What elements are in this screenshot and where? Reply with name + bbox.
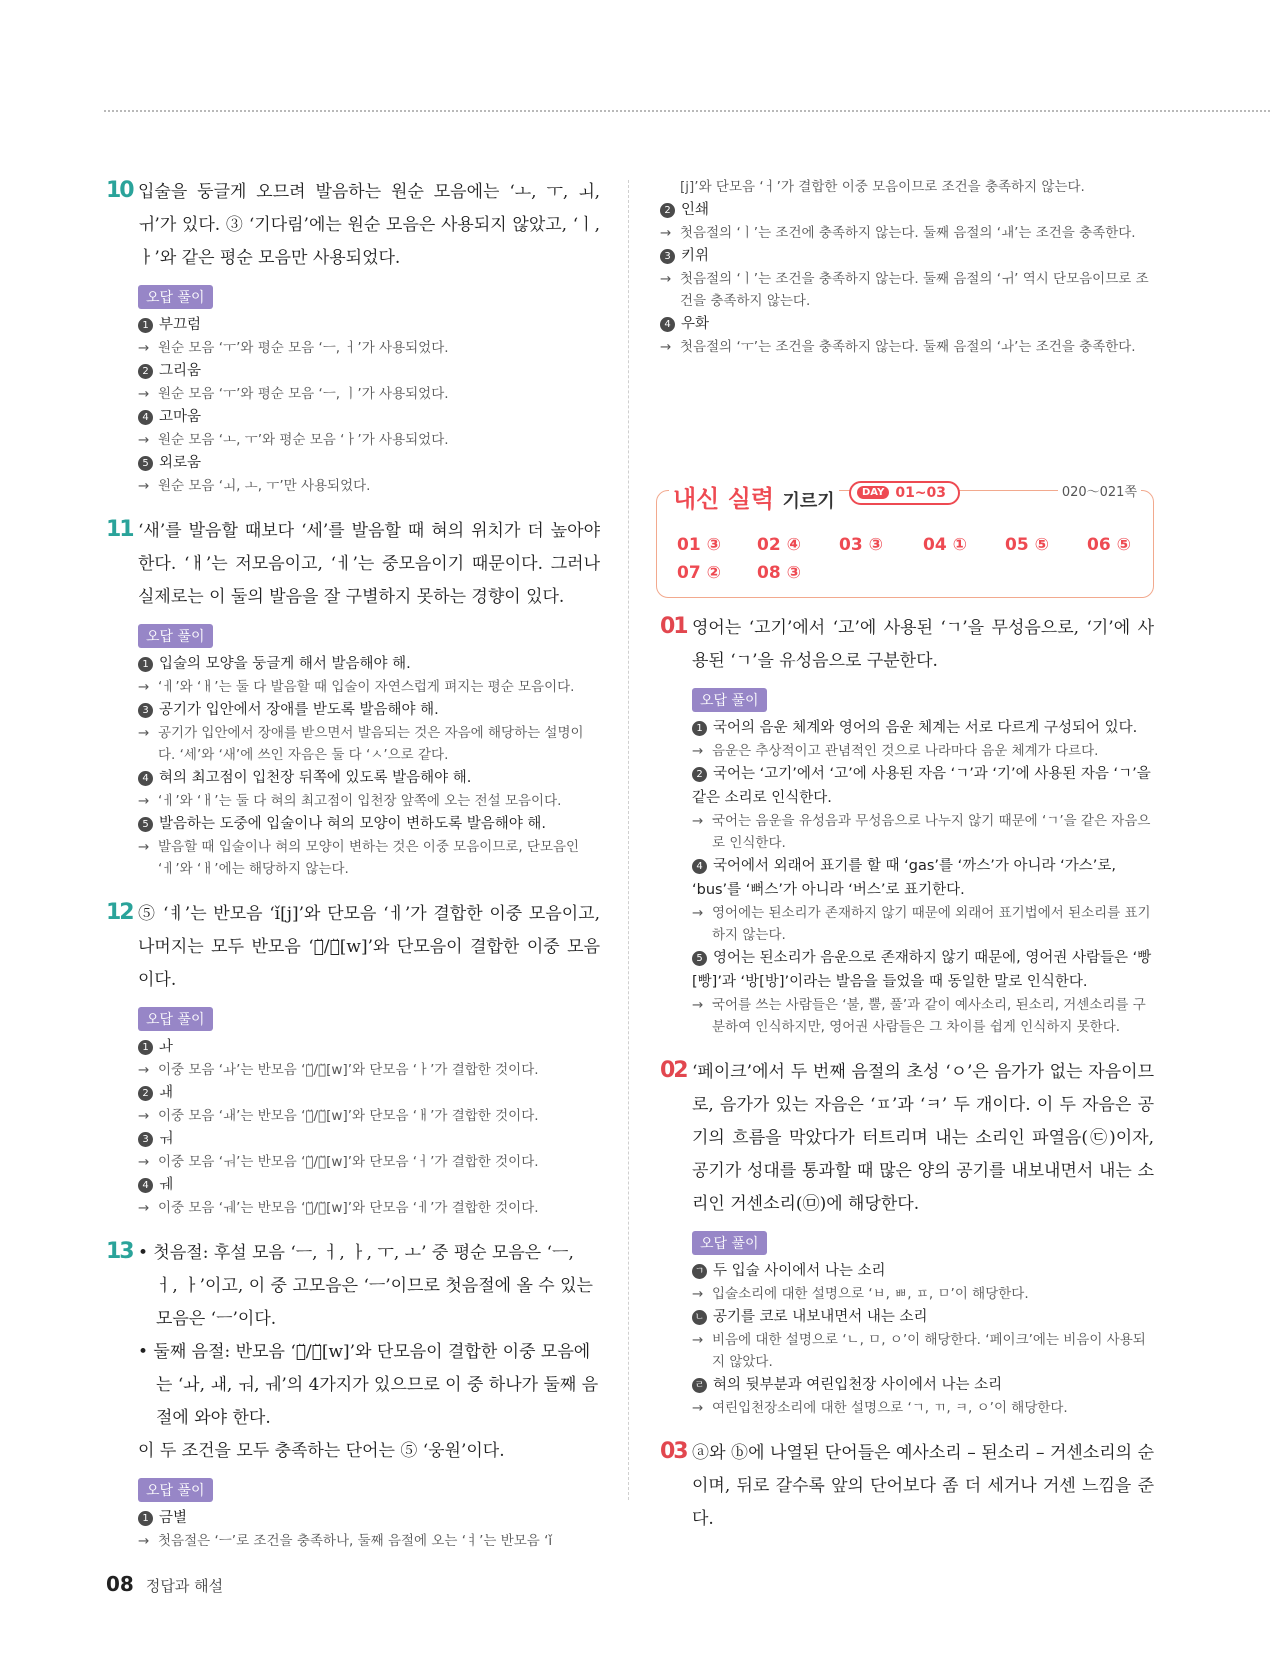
arrow-icon: → — [660, 271, 672, 287]
option-item — [692, 762, 1154, 810]
arrow-icon: → — [138, 1062, 150, 1078]
option-text: 입술의 모양을 둥글게 해서 발음해야 해. — [159, 656, 411, 672]
arrow-icon: → — [692, 1400, 704, 1416]
option-item — [692, 946, 1154, 994]
question-10 — [106, 176, 600, 497]
option-number: 1 — [138, 1040, 153, 1055]
option-number: 5 — [138, 456, 153, 471]
wrong-answer-badge: 오답 풀이 — [138, 624, 213, 648]
option-text: 영어는 된소리가 음운으로 존재하지 않기 때문에, 영어권 사람들은 ‘빵[빵]’과 ‘방[방]’이라는 발음을 들었을 때 동일한 말로 인식한다. — [692, 950, 1152, 990]
option-explanation — [692, 1329, 1154, 1373]
option-item — [138, 812, 600, 836]
option-number: 5 — [692, 951, 707, 966]
option-text: 국어에서 외래어 표기를 할 때 ‘gas’를 ‘까스’가 아니라 ‘가스’로, ‘bus’를 ‘뻐스’가 아니라 ‘버스’로 표기한다. — [692, 858, 1116, 898]
arrow-icon: → — [692, 905, 704, 921]
wrong-answer-badge: 오답 풀이 — [692, 1231, 767, 1255]
explanation-text: 발음할 때 입술이나 혀의 모양이 변하는 것은 이중 모음이므로, 단모음인 ‘ㅔ’와 ‘ㅐ’에는 해당하지 않는다. — [158, 839, 580, 877]
question-03 — [660, 1437, 1154, 1536]
top-dotted-rule — [104, 110, 1270, 112]
explanation-text: 첫음절의 ‘ㅣ’는 조건에 충족하지 않는다. 둘째 음절의 ‘ㅙ’는 조건을 충족한다. — [680, 225, 1136, 241]
right-column-top — [660, 176, 1154, 358]
option-text: ㅘ — [159, 1039, 174, 1055]
question-number: 03 — [660, 1439, 687, 1464]
option-text: 부끄럼 — [159, 317, 202, 333]
option-item — [138, 451, 600, 475]
option-number: 3 — [138, 703, 153, 718]
option-explanation — [138, 1105, 600, 1127]
option-text: 국어는 ‘고기’에서 ‘고’에 사용된 자음 ‘ㄱ’과 ‘기’에 사용된 자음 ‘ㄱ’을 같은 소리로 인식한다. — [692, 766, 1151, 806]
column-divider — [628, 180, 629, 1500]
answer-item: 06 ⑤ — [1087, 535, 1131, 555]
option-number: 4 — [138, 771, 153, 786]
option-item — [692, 1373, 1154, 1397]
box-title — [669, 479, 839, 514]
option-item — [138, 652, 600, 676]
arrow-icon: → — [138, 478, 150, 494]
option-number: 2 — [660, 203, 675, 218]
day-badge — [849, 481, 960, 505]
explanation-text: 원순 모음 ‘ㅜ’와 평순 모음 ‘ㅡ, ㅓ’가 사용되었다. — [158, 340, 449, 356]
answer-explanation: ⓐ와 ⓑ에 나열된 단어들은 예사소리 – 된소리 – 거센소리의 순이며, 뒤로 갈수록 앞의 단어보다 좀 더 세거나 거센 느낌을 준다. — [692, 1443, 1154, 1529]
answer-key-box — [656, 485, 1154, 598]
option-explanation — [692, 1283, 1154, 1305]
question-02 — [660, 1056, 1154, 1419]
option-explanation — [138, 429, 600, 451]
option-text: 혀의 뒷부분과 여린입천장 사이에서 나는 소리 — [713, 1377, 1003, 1393]
option-explanation — [138, 383, 600, 405]
arrow-icon: → — [138, 725, 150, 741]
option-number: 4 — [692, 859, 707, 874]
box-dotted-line — [993, 490, 1053, 491]
explanation-text: 첫음절의 ‘ㅣ’는 조건을 충족하지 않는다. 둘째 음절의 ‘ㅟ’ 역시 단모음이므로 조건을 충족하지 않는다. — [680, 271, 1149, 309]
option-explanation — [692, 810, 1154, 854]
option-explanation — [692, 740, 1154, 762]
question-12 — [106, 898, 600, 1219]
explanation-text: ‘ㅔ’와 ‘ㅐ’는 둘 다 발음할 때 입술이 자연스럽게 펴지는 평순 모음이다. — [158, 679, 575, 695]
option-item — [692, 1259, 1154, 1283]
option-text: ㅙ — [159, 1085, 174, 1101]
option-number: ㄹ — [692, 1378, 707, 1393]
conclusion-text: 이 두 조건을 모두 충족하는 단어는 ⑤ ‘웅원’이다. — [138, 1441, 505, 1461]
explanation-text: 원순 모음 ‘ㅜ’와 평순 모음 ‘ㅡ, ㅣ’가 사용되었다. — [158, 386, 449, 402]
question-number: 01 — [660, 614, 687, 639]
option-explanation — [660, 222, 1154, 244]
answer-item: 07 ② — [677, 563, 721, 583]
option-number: 4 — [138, 1178, 153, 1193]
option-explanation — [692, 902, 1154, 946]
option-text: ㅞ — [159, 1177, 174, 1193]
option-text: 키위 — [681, 248, 710, 264]
section-name: 정답과 해설 — [145, 1577, 224, 1595]
explanation-text: 이중 모음 ‘ㅞ’는 반모음 ‘ㅗ̆/ㅜ̆[w]’와 단모음 ‘ㅔ’가 결합한 것이다. — [158, 1200, 539, 1216]
option-item — [660, 244, 1154, 268]
option-item — [138, 1035, 600, 1059]
option-text: 고마움 — [159, 409, 202, 425]
answer-item: 05 ⑤ — [1005, 535, 1049, 555]
option-item — [138, 766, 600, 790]
option-number: 4 — [138, 410, 153, 425]
arrow-icon: → — [138, 839, 150, 855]
explanation-text: 비음에 대한 설명으로 ‘ㄴ, ㅁ, ㅇ’이 해당한다. ‘페이크’에는 비음이 사용되지 않았다. — [712, 1332, 1146, 1370]
option-number: ㄱ — [692, 1264, 707, 1279]
box-title-sub: 기르기 — [782, 491, 835, 512]
explanation-text: 원순 모음 ‘ㅗ, ㅜ’와 평순 모음 ‘ㅏ’가 사용되었다. — [158, 432, 449, 448]
option-explanation — [138, 676, 600, 698]
option-number: 1 — [138, 318, 153, 333]
answer-explanation: ‘페이크’에서 두 번째 음절의 초성 ‘ㅇ’은 음가가 없는 자음이므로, 음가가 있는 자음은 ‘ㅍ’과 ‘ㅋ’ 두 개이다. 이 두 자음은 공기의 흐름을 막았다가 터트리며 내는 소리인 파열음(㉢)이자, 공기가 성대를 통과할 때 많은 양의 공기를 내보내면서 내는 소리인 거센소리(㉤)에 해당한다. — [692, 1062, 1154, 1214]
arrow-icon: → — [692, 743, 704, 759]
option-explanation — [692, 994, 1154, 1038]
option-text: 국어의 음운 체계와 영어의 음운 체계는 서로 다르게 구성되어 있다. — [713, 720, 1138, 736]
arrow-icon: → — [692, 813, 704, 829]
explanation-text: 이중 모음 ‘ㅘ’는 반모음 ‘ㅗ̆/ㅜ̆[w]’와 단모음 ‘ㅏ’가 결합한 것이다. — [158, 1062, 539, 1078]
option-explanation — [138, 790, 600, 812]
option-text: ㅝ — [159, 1131, 174, 1147]
question-number: 11 — [106, 517, 133, 542]
question-number: 12 — [106, 900, 133, 925]
option-item — [138, 1081, 600, 1105]
page-number: 08 — [106, 1572, 134, 1596]
arrow-icon: → — [692, 1332, 704, 1348]
option-text: 발음하는 도중에 입술이나 혀의 모양이 변하도록 발음해야 해. — [159, 816, 547, 832]
explanation-text: 이중 모음 ‘ㅝ’는 반모음 ‘ㅗ̆/ㅜ̆[w]’와 단모음 ‘ㅓ’가 결합한 것이다. — [158, 1154, 539, 1170]
option-text: 인쇄 — [681, 202, 710, 218]
option-explanation — [138, 337, 600, 359]
option-text: 우화 — [681, 316, 710, 332]
arrow-icon: → — [138, 793, 150, 809]
answer-explanation: ⑤ ‘ㅖ’는 반모음 ‘ǐ[j]’와 단모음 ‘ㅔ’가 결합한 이중 모음이고, 나머지는 모두 반모음 ‘ㅗ̆/ㅜ̆[w]’와 단모음이 결합한 이중 모음이다. — [138, 904, 600, 990]
answer-item: 03 ③ — [839, 535, 883, 555]
option-explanation — [138, 1530, 600, 1552]
option-item — [660, 312, 1154, 336]
option-explanation — [138, 475, 600, 497]
wrong-answer-badge: 오답 풀이 — [138, 1007, 213, 1031]
box-title-main: 내신 실력 — [673, 485, 775, 513]
explanation-text: 첫음절의 ‘ㅜ’는 조건을 충족하지 않는다. 둘째 음절의 ‘ㅘ’는 조건을 충족한다. — [680, 339, 1136, 355]
explanation-text: 공기가 입안에서 장애를 받으면서 발음되는 것은 자음에 해당하는 설명이다. ‘세’와 ‘새’에 쓰인 자음은 둘 다 ‘ㅅ’으로 같다. — [158, 725, 584, 763]
option-explanation — [138, 722, 600, 766]
option-item — [138, 1506, 600, 1530]
option-number: 1 — [138, 657, 153, 672]
question-13 — [106, 1237, 600, 1552]
option-number: 5 — [138, 817, 153, 832]
option-text: 두 입술 사이에서 나는 소리 — [713, 1263, 886, 1279]
wrong-answer-badge: 오답 풀이 — [138, 285, 213, 309]
option-number: 3 — [660, 249, 675, 264]
wrong-answer-badge: 오답 풀이 — [138, 1478, 213, 1502]
explanation-text: 국어를 쓰는 사람들은 ‘불, 뿔, 풀’과 같이 예사소리, 된소리, 거센소리를 구분하여 인식하지만, 영어권 사람들은 그 차이를 쉽게 인식하지 못한다. — [712, 997, 1146, 1035]
explanation-text: 국어는 음운을 유성음과 무성음으로 나누지 않기 때문에 ‘ㄱ’을 같은 자음으로 인식한다. — [712, 813, 1151, 851]
right-column-bottom — [660, 612, 1154, 1554]
option-item — [692, 1305, 1154, 1329]
option-text: 공기를 코로 내보내면서 내는 소리 — [713, 1309, 928, 1325]
day-range: 01~03 — [895, 485, 947, 501]
option-item — [692, 854, 1154, 902]
day-tag: DAY — [857, 486, 889, 499]
option-item — [692, 716, 1154, 740]
option-item — [138, 698, 600, 722]
option-text: 외로움 — [159, 455, 202, 471]
option-number: 4 — [660, 317, 675, 332]
arrow-icon: → — [692, 1286, 704, 1302]
option-number: 2 — [692, 767, 707, 782]
arrow-icon: → — [660, 225, 672, 241]
page-footer — [106, 1572, 223, 1596]
option-item — [660, 198, 1154, 222]
option-item — [138, 359, 600, 383]
condition-bullet: • 첫음절: 후설 모음 ‘ㅡ, ㅓ, ㅏ, ㅜ, ㅗ’ 중 평순 모음은 ‘ㅡ, ㅓ, ㅏ’이고, 이 중 고모음은 ‘ㅡ’이므로 첫음절에 올 수 있는 모음은 ‘ㅡ’이다. — [138, 1243, 593, 1329]
explanation-text: ‘ㅔ’와 ‘ㅐ’는 둘 다 혀의 최고점이 입천장 앞쪽에 오는 전설 모음이다. — [158, 793, 562, 809]
condition-bullet: • 둘째 음절: 반모음 ‘ㅗ̆/ㅜ̆[w]’와 단모음이 결합한 이중 모음에는 ‘ㅘ, ㅙ, ㅝ, ㅞ’의 4가지가 있으므로 이 중 하나가 둘째 음절에 와야 한다. — [138, 1342, 599, 1428]
explanation-text: 여린입천장소리에 대한 설명으로 ‘ㄱ, ㄲ, ㅋ, ㅇ’이 해당한다. — [712, 1400, 1068, 1416]
page-range: 020～021쪽 — [1058, 481, 1141, 500]
arrow-icon: → — [138, 1108, 150, 1124]
option-number: 2 — [138, 1086, 153, 1101]
explanation-text: 첫음절은 ‘ㅡ’로 조건을 충족하나, 둘째 음절에 오는 ‘ㅕ’는 반모음 ‘ǐ — [158, 1533, 553, 1549]
answer-explanation: 입술을 둥글게 오므려 발음하는 원순 모음에는 ‘ㅗ, ㅜ, ㅚ, ㅟ’가 있다. ③ ‘기다림’에는 원순 모음은 사용되지 않았고, ‘ㅣ, ㅏ’와 같은 평순 모음만 사용되었다. — [138, 182, 600, 268]
answer-item: 01 ③ — [677, 535, 721, 555]
option-explanation — [138, 1151, 600, 1173]
option-number: 1 — [138, 1511, 153, 1526]
explanation-text: 음운은 추상적이고 관념적인 것으로 나라마다 음운 체계가 다르다. — [712, 743, 1099, 759]
option-item — [138, 1173, 600, 1197]
option-explanation — [660, 336, 1154, 358]
wrong-answer-badge: 오답 풀이 — [692, 688, 767, 712]
option-explanation — [660, 268, 1154, 312]
option-text: 공기가 입안에서 장애를 받도록 발음해야 해. — [159, 702, 439, 718]
left-column — [106, 176, 600, 1570]
question-01 — [660, 612, 1154, 1038]
option-item — [138, 313, 600, 337]
arrow-icon: → — [138, 340, 150, 356]
arrow-icon: → — [138, 386, 150, 402]
arrow-icon: → — [138, 1154, 150, 1170]
question-11 — [106, 515, 600, 880]
continued-explanation: [j]’와 단모음 ‘ㅓ’가 결합한 이중 모음이므로 조건을 충족하지 않는다. — [680, 179, 1085, 195]
question-number: 02 — [660, 1058, 687, 1083]
arrow-icon: → — [692, 997, 704, 1013]
option-explanation — [138, 1059, 600, 1081]
option-text: 금별 — [159, 1510, 188, 1526]
answer-explanation: 영어는 ‘고기’에서 ‘고’에 사용된 ‘ㄱ’을 무성음으로, ‘기’에 사용된 ‘ㄱ’을 유성음으로 구분한다. — [692, 618, 1154, 671]
explanation-text: 입술소리에 대한 설명으로 ‘ㅂ, ㅃ, ㅍ, ㅁ’이 해당한다. — [712, 1286, 1029, 1302]
question-number: 10 — [106, 178, 133, 203]
option-number: 2 — [138, 364, 153, 379]
question-number: 13 — [106, 1239, 133, 1264]
option-text: 혀의 최고점이 입천장 뒤쪽에 있도록 발음해야 해. — [159, 770, 472, 786]
answer-item: 02 ④ — [757, 535, 801, 555]
arrow-icon: → — [138, 679, 150, 695]
answer-explanation: ‘새’를 발음할 때보다 ‘세’를 발음할 때 혀의 위치가 더 높아야 한다. ‘ㅐ’는 저모음이고, ‘ㅔ’는 중모음이기 때문이다. 그러나 실제로는 이 둘의 발음을 잘 구별하지 못하는 경향이 있다. — [138, 521, 600, 607]
explanation-text: 이중 모음 ‘ㅙ’는 반모음 ‘ㅗ̆/ㅜ̆[w]’와 단모음 ‘ㅐ’가 결합한 것이다. — [158, 1108, 539, 1124]
answer-item: 04 ① — [923, 535, 967, 555]
option-explanation — [138, 1197, 600, 1219]
arrow-icon: → — [138, 1533, 150, 1549]
option-number: 1 — [692, 721, 707, 736]
option-item — [138, 1127, 600, 1151]
answer-item: 08 ③ — [757, 563, 801, 583]
arrow-icon: → — [138, 1200, 150, 1216]
option-number: 3 — [138, 1132, 153, 1147]
option-number: ㄴ — [692, 1310, 707, 1325]
explanation-text: 영어에는 된소리가 존재하지 않기 때문에 외래어 표기법에서 된소리를 표기하지 않는다. — [712, 905, 1151, 943]
option-explanation — [138, 836, 600, 880]
option-explanation — [692, 1397, 1154, 1419]
explanation-text: 원순 모음 ‘ㅚ, ㅗ, ㅜ’만 사용되었다. — [158, 478, 371, 494]
arrow-icon: → — [660, 339, 672, 355]
arrow-icon: → — [138, 432, 150, 448]
option-text: 그리움 — [159, 363, 202, 379]
option-item — [138, 405, 600, 429]
